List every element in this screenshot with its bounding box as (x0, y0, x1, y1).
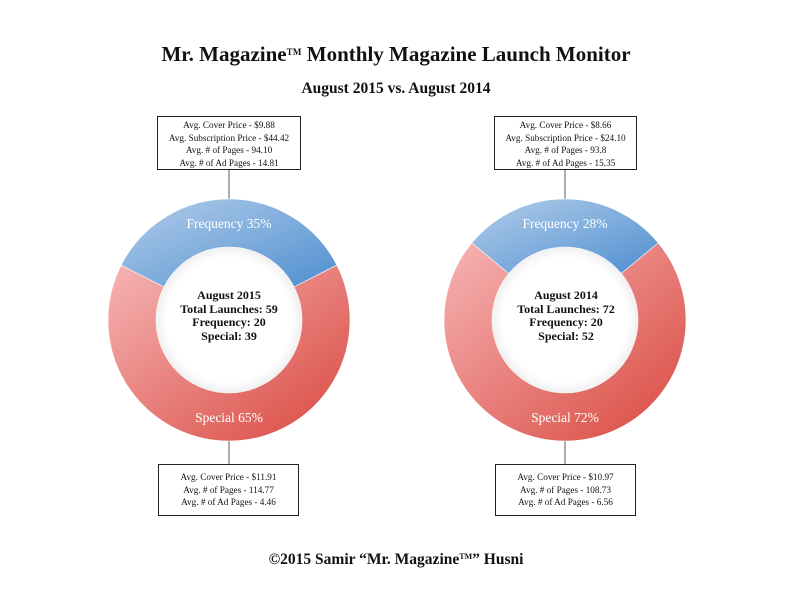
center-line: Frequency: 20 (529, 315, 603, 329)
frequency-slice-label: Frequency 28% (522, 216, 608, 231)
copyright-footer (0, 551, 792, 569)
stat-line: Avg. # of Pages - 94.10 (185, 145, 273, 156)
special-slice-label: Special 72% (531, 410, 599, 425)
special-stats-box-2015 (158, 464, 299, 516)
center-summary-2015 (159, 289, 299, 343)
center-line: August 2015 (197, 288, 261, 302)
special-slice-label: Special 65% (195, 410, 263, 425)
center-line: Frequency: 20 (192, 315, 266, 329)
stat-line: Avg. # of Ad Pages - 6.56 (518, 497, 613, 508)
footer-suffix: ” Husni (472, 551, 524, 568)
stat-line: Avg. # of Ad Pages - 15.35 (515, 157, 616, 168)
stat-line: Avg. # of Ad Pages - 4.46 (181, 497, 276, 508)
center-line: Total Launches: 59 (180, 301, 278, 316)
title-trademark: TM (286, 47, 302, 57)
footer-trademark: TM (459, 552, 473, 561)
stat-line: Avg. Subscription Price - $44.42 (168, 132, 290, 143)
stat-line: Avg. # of Pages - 114.77 (183, 484, 274, 495)
special-stats-box-2014 (495, 464, 636, 516)
stat-line: Avg. Cover Price - $11.91 (180, 472, 277, 482)
center-line: Total Launches: 72 (517, 301, 615, 316)
frequency-stats-box-2015 (157, 116, 301, 170)
center-summary-2014 (496, 289, 636, 343)
center-line: Special: 39 (201, 328, 257, 343)
stat-line: Avg. # of Pages - 108.73 (520, 484, 611, 495)
title-brand: Mr. Magazine (161, 42, 287, 66)
stat-line: Avg. Subscription Price - $24.10 (505, 132, 626, 143)
center-line: August 2014 (534, 288, 598, 302)
title-rest: Monthly Magazine Launch Monitor (306, 42, 631, 66)
stat-line: Avg. Cover Price - $10.97 (517, 472, 614, 482)
footer-prefix: ©2015 Samir “Mr. Magazine (268, 551, 460, 568)
frequency-slice-label: Frequency 35% (186, 216, 272, 231)
stat-line: Avg. Cover Price - $8.66 (519, 120, 612, 130)
stat-line: Avg. # of Pages - 93.8 (524, 145, 607, 156)
frequency-stats-box-2014 (494, 116, 637, 170)
stat-line: Avg. Cover Price - $9.88 (183, 120, 275, 130)
stat-line: Avg. # of Ad Pages - 14.81 (179, 157, 279, 168)
page-subtitle: August 2015 vs. August 2014 (301, 80, 491, 97)
center-line: Special: 52 (538, 328, 594, 343)
